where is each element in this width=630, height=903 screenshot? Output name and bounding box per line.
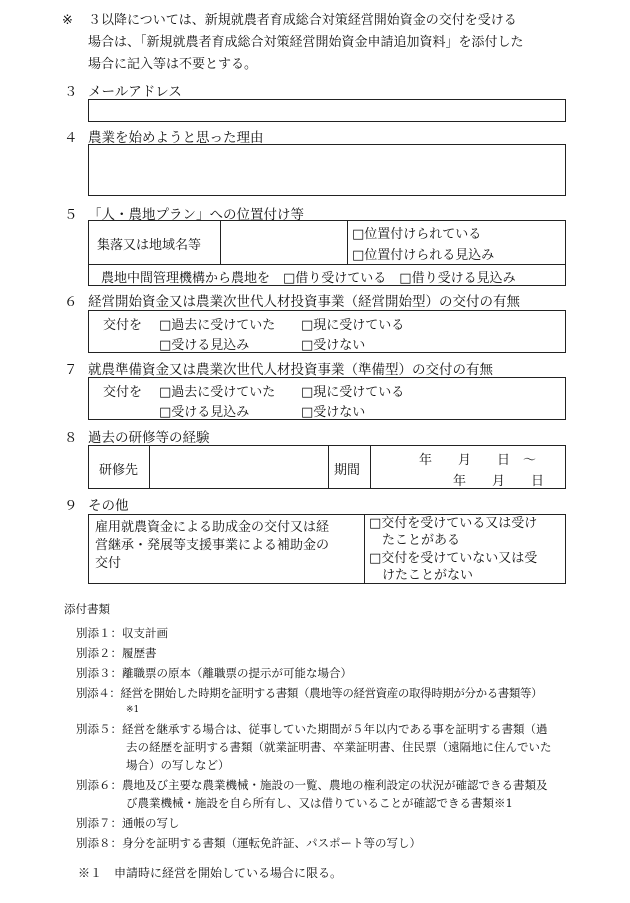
section-5-heading: ５ 「人・農地プラン」への位置付け等: [64, 207, 304, 223]
prep-fund-lead: 交付を: [103, 385, 143, 400]
footnote: ※１ 申請時に経営を開始している場合に限る。: [78, 866, 343, 880]
prep-fund-past-checkbox[interactable]: □過去に受けていた: [159, 385, 276, 400]
training-place-label: 研修先: [99, 463, 139, 478]
attachment-item: 別添４：経営を開始した時期を証明する書類（農地等の経営資産の取得時期が分かる書類等）: [76, 686, 543, 700]
attachment-item-cont: び農業機械・施設を自ら所有し、又は借りていることが確認できる書類※1: [126, 796, 513, 810]
note-line-1: ３以降については、新規就農者育成総合対策経営開始資金の交付を受ける: [88, 13, 517, 28]
training-place-field[interactable]: [152, 448, 324, 486]
other-table: [88, 514, 566, 584]
note-line-2: 場合は、「新規就農者育成総合対策経営開始資金申請追加資料」を添付した: [88, 35, 524, 50]
attachment-item: 別添８：身分を証明する書類（運転免許証、パスポート等の写し）: [76, 836, 421, 850]
expected-positioned-checkbox[interactable]: □位置付けられる見込み: [352, 248, 495, 263]
section-6-heading: ６ 経営開始資金又は農業次世代人材投資事業（経営開始型）の交付の有無: [64, 294, 520, 310]
attachment-item: 別添７：通帳の写し: [76, 816, 180, 830]
section-7-heading: ７ 就農準備資金又は農業次世代人材投資事業（準備型）の交付の有無: [64, 362, 493, 378]
prep-fund-none-checkbox[interactable]: □受けない: [301, 405, 366, 420]
start-fund-current-checkbox[interactable]: □現に受けている: [301, 318, 405, 333]
subsidy-description: 雇用就農資金による助成金の交付又は経 営継承・発展等支援事業による補助金の 交付: [95, 520, 330, 571]
reason-field[interactable]: [88, 144, 566, 196]
attachment-footnote-ref: ※1: [126, 705, 140, 715]
training-table: [88, 445, 566, 489]
region-name-field[interactable]: [223, 223, 343, 261]
attachment-item: 別添２：履歴書: [76, 646, 157, 660]
note-mark: ※: [62, 13, 73, 28]
start-fund-box: [88, 310, 566, 353]
prep-fund-box: [88, 377, 566, 420]
attachment-item: 別添６：農地及び主要な農業機械・施設の一覧、農地の権利設定の状況が確認できる書類及: [76, 778, 548, 792]
section-4-heading: ４ 農業を始めようと思った理由: [64, 130, 264, 146]
attachments-title: 添付書類: [64, 602, 110, 616]
region-name-label: 集落又は地域名等: [97, 238, 202, 253]
start-fund-past-checkbox[interactable]: □過去に受けていた: [159, 318, 276, 333]
attachment-item: 別添１：収支計画: [76, 626, 168, 640]
subsidy-received-checkbox[interactable]: □交付を受けている又は受け たことがある: [369, 516, 538, 548]
prep-fund-current-checkbox[interactable]: □現に受けている: [301, 385, 405, 400]
attachments-list: [76, 624, 596, 854]
intro-note: [64, 10, 584, 76]
section-9-heading: ９ その他: [64, 498, 129, 514]
email-field[interactable]: [88, 99, 566, 122]
section-3-heading: ３ メールアドレス: [64, 84, 182, 100]
prep-fund-expected-checkbox[interactable]: □受ける見込み: [159, 405, 250, 420]
attachment-item: 別添３：離職票の原本（離職票の提示が可能な場合）: [76, 666, 352, 680]
training-start-date[interactable]: 年 月 日 ～: [419, 453, 537, 468]
training-period-label: 期間: [334, 463, 361, 478]
plan-table: [88, 220, 566, 286]
start-fund-expected-checkbox[interactable]: □受ける見込み: [159, 338, 250, 353]
attachment-item: 別添５：経営を継承する場合は、従事していた期間が５年以内である事を証明する書類（過: [76, 722, 548, 736]
start-fund-none-checkbox[interactable]: □受けない: [301, 338, 366, 353]
start-fund-lead: 交付を: [103, 318, 143, 333]
farmland-lease-row[interactable]: 農地中間管理機構から農地を □借り受けている □借り受ける見込み: [101, 271, 516, 286]
section-8-heading: ８ 過去の研修等の経験: [64, 430, 210, 446]
attachment-item-cont: 去の経歴を証明する書類（就業証明書、卒業証明書、住民票（遠隔地に住んでいた: [126, 740, 552, 754]
subsidy-not-received-checkbox[interactable]: □交付を受けていない又は受 けたことがない: [369, 551, 538, 583]
note-line-3: 場合に記入等は不要とする。: [88, 57, 258, 72]
training-end-date[interactable]: 年 月 日: [453, 474, 545, 489]
positioned-checkbox[interactable]: □位置付けられている: [352, 227, 482, 242]
attachment-item-cont: 場合）の写しなど）: [126, 758, 230, 772]
